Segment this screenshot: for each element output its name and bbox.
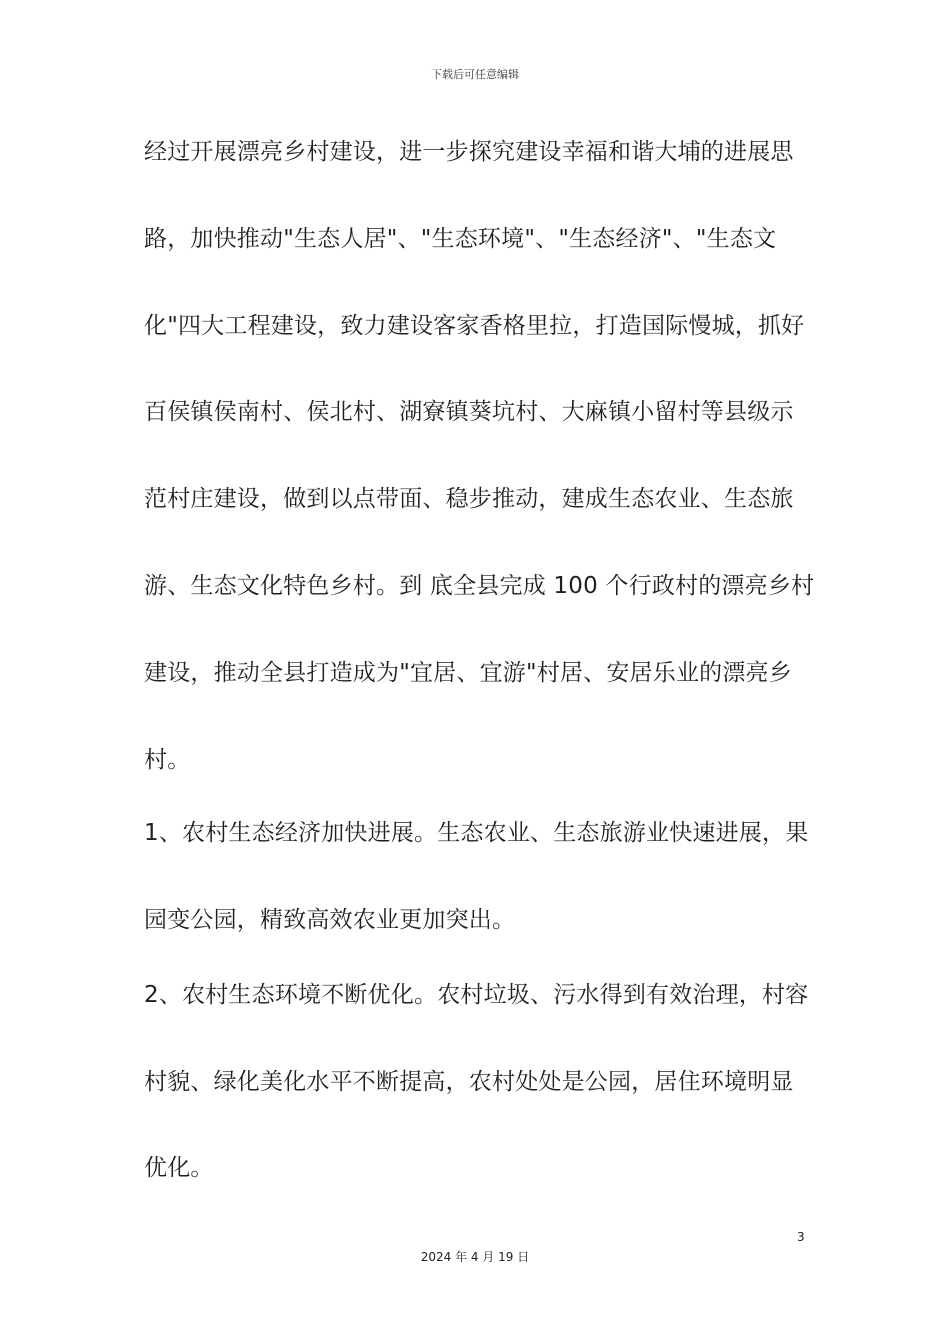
list-item-1-line-1: 1、农村生态经济加快进展。生态农业、生态旅游业快速进展，果 [144, 820, 809, 846]
list-item-2-line-2: 村貌、绿化美化水平不断提高，农村处处是公园，居住环境明显 [144, 1069, 794, 1095]
header-note: 下载后可任意编辑 [431, 68, 519, 81]
list-item-2-line-1: 2、农村生态环境不断优化。农村垃圾、污水得到有效治理，村容 [144, 982, 809, 1008]
body-line-1: 经过开展漂亮乡村建设，进一步探究建设幸福和谐大埔的进展思 [144, 139, 794, 165]
body-line-3: 化"四大工程建设，致力建设客家香格里拉，打造国际慢城，抓好 [144, 313, 805, 339]
body-line-5: 范村庄建设，做到以点带面、稳步推动，建成生态农业、生态旅 [144, 486, 794, 512]
list-item-1-line-2: 园变公园，精致高效农业更加突出。 [144, 907, 516, 933]
body-line-8: 村。 [144, 747, 191, 773]
body-line-2: 路，加快推动"生态人居"、"生态环境"、"生态经济"、"生态文 [144, 226, 777, 252]
body-line-4: 百侯镇侯南村、侯北村、湖寮镇葵坑村、大麻镇小留村等县级示 [144, 399, 794, 425]
page-number: 3 [797, 1230, 805, 1244]
body-line-7: 建设，推动全县打造成为"宜居、宜游"村居、安居乐业的漂亮乡 [144, 660, 792, 686]
footer-date: 2024 年 4 月 19 日 [420, 1250, 530, 1264]
body-line-6: 游、生态文化特色乡村。到 底全县完成 100 个行政村的漂亮乡村 [144, 573, 815, 599]
list-item-2-line-3: 优化。 [144, 1155, 214, 1181]
